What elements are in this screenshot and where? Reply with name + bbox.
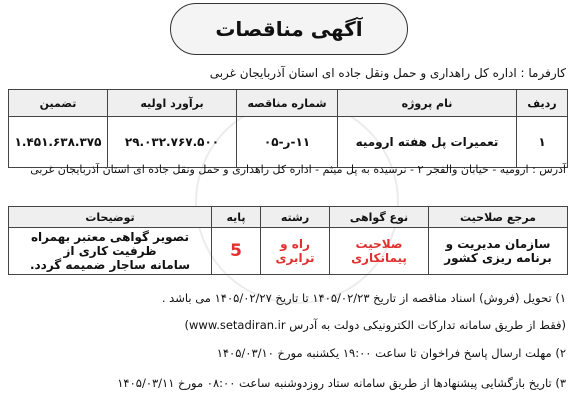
field-line-2: ترابری bbox=[275, 251, 315, 265]
header-project-name: نام پروژه bbox=[338, 90, 517, 117]
cell-project-name: تعمیرات پل هفته ارومیه bbox=[338, 117, 517, 168]
certificate-line-1: صلاحیت bbox=[355, 237, 403, 251]
header-row-number: ردیف bbox=[517, 90, 568, 117]
header-tender-number: شماره مناقصه bbox=[237, 90, 338, 117]
qualification-table-header bbox=[9, 207, 568, 228]
note-1-website: (فقط از طریق سامانه تدارکات الکترونیکی دولت به آدرس www.setadiran.ir) bbox=[184, 318, 566, 332]
cell-grade bbox=[212, 228, 261, 275]
note-3: ۳) تاریخ بازگشایی پیشنهادها از طریق سامانه ستاد روزدوشنبه ساعت ۰۸:۰۰ مورخ ۱۴۰۵/۰۳/۱۱ bbox=[117, 376, 566, 390]
header-certificate: نوع گواهی bbox=[330, 207, 429, 228]
client-line: کارفرما : اداره کل راهداری و حمل ونقل جاده ای استان آذربایجان غربی bbox=[209, 66, 566, 80]
description-line-2: سامانه ساجار ضمیمه گردد. bbox=[29, 258, 191, 272]
qualification-table bbox=[8, 206, 568, 275]
certificate-line-2: پیمانکاری bbox=[351, 251, 407, 265]
cell-description bbox=[9, 228, 212, 275]
project-table-header bbox=[9, 90, 568, 117]
note-1: ۱) تحویل (فروش) اسناد مناقصه از تاریخ ۱۴۰۵/۰۲/۲۳ تا تاریخ ۱۴۰۵/۰۲/۲۷ می باشد . bbox=[161, 291, 566, 305]
header-guarantee: تضمین bbox=[9, 90, 108, 117]
cell-field bbox=[261, 228, 330, 275]
table-row bbox=[9, 117, 568, 168]
address-line: آدرس : ارومیه - خیابان والفجر ۲ - نرسیده به پل میثم - اداره کل راهداری و حمل ونقل جاده ای استان آذربایجان غربی bbox=[30, 163, 566, 176]
cell-authority: سازمان مدیریت و برنامه ریزی کشور bbox=[429, 228, 568, 275]
cell-tender-number: ۱۱-ر-۰۵ bbox=[237, 117, 338, 168]
grade-value: 5 bbox=[230, 241, 242, 261]
cell-certificate bbox=[330, 228, 429, 275]
cell-row-number: ۱ bbox=[517, 117, 568, 168]
header-description: توضیحات bbox=[9, 207, 212, 228]
project-table bbox=[8, 89, 568, 168]
field-line-1: راه و bbox=[280, 237, 310, 251]
cell-estimate: ۲۹.۰۳۲.۷۶۷.۵۰۰ bbox=[108, 117, 237, 168]
header-grade: پایه bbox=[212, 207, 261, 228]
description-line-1: تصویر گواهی معتبر بهمراه ظرفیت کاری از bbox=[30, 230, 190, 258]
table-row bbox=[9, 228, 568, 275]
header-estimate: برآورد اولیه bbox=[108, 90, 237, 117]
header-authority: مرجع صلاحیت bbox=[429, 207, 568, 228]
note-2: ۲) مهلت ارسال پاسخ فراخوان تا ساعت ۱۹:۰۰ یکشنبه مورخ ۱۴۰۵/۰۳/۱۰ bbox=[216, 346, 566, 360]
header-field: رشته bbox=[261, 207, 330, 228]
page-title: آگهی مناقصات bbox=[170, 3, 408, 55]
cell-guarantee: ۱.۴۵۱.۶۳۸.۳۷۵ bbox=[9, 117, 108, 168]
